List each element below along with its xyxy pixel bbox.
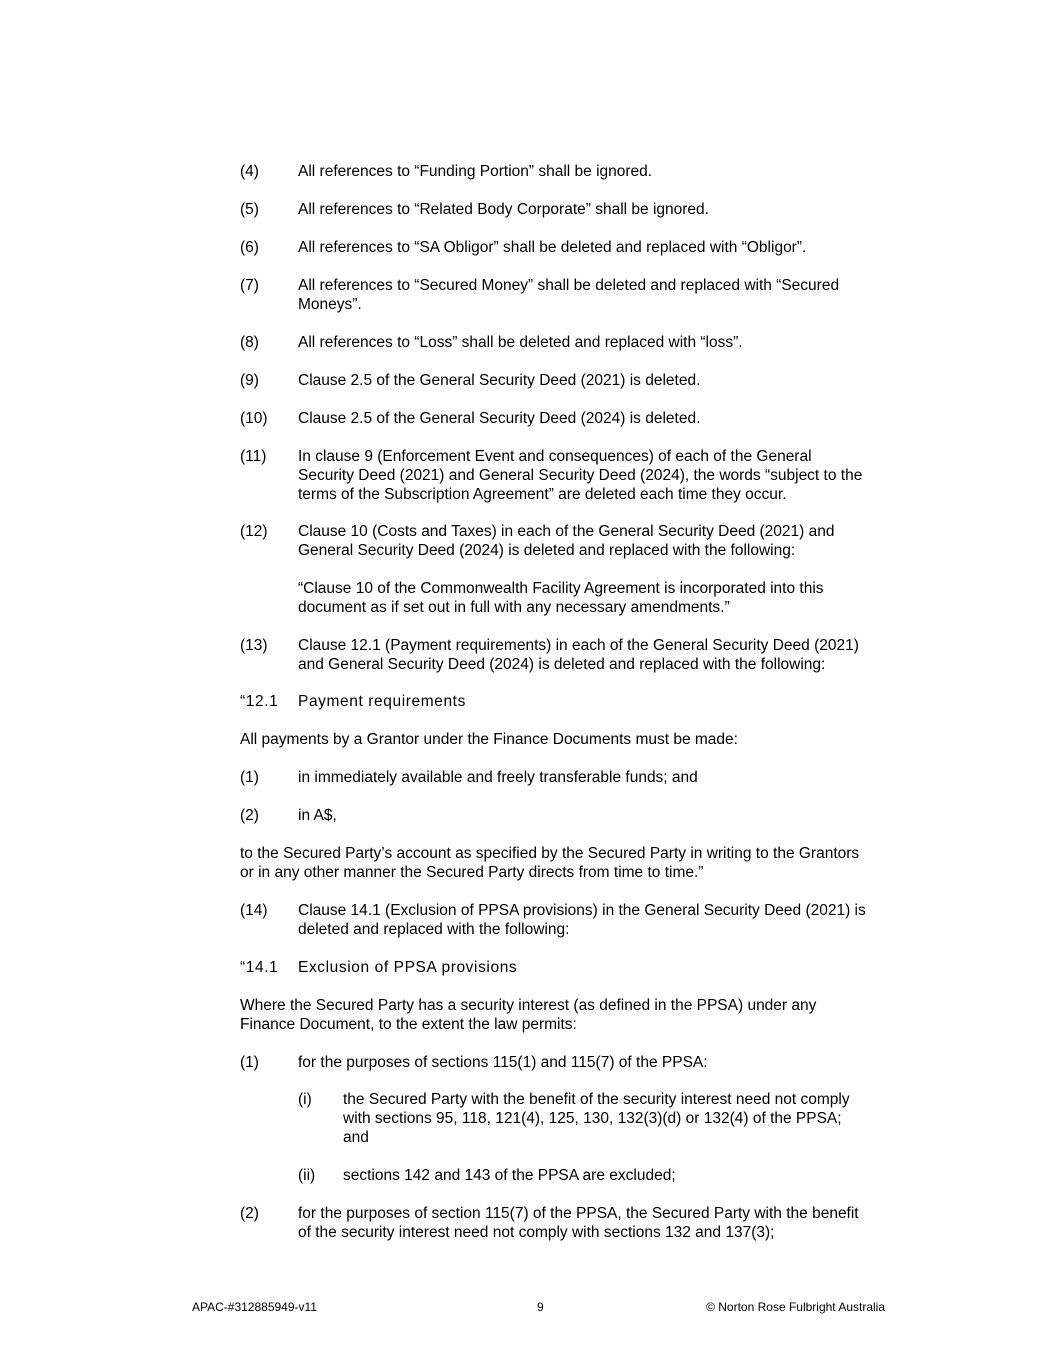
subitem-number: (1) bbox=[240, 1054, 259, 1071]
roman-text: and bbox=[343, 1129, 369, 1146]
quoted-text: document as if set out in full with any necessary amendments.” bbox=[298, 599, 730, 616]
subitem-number: (1) bbox=[240, 769, 259, 786]
subitem-text: in immediately available and freely transferable funds; and bbox=[298, 769, 698, 786]
item-number: (7) bbox=[240, 277, 259, 294]
item-text: and General Security Deed (2024) is deleted and replaced with the following: bbox=[298, 656, 826, 673]
roman-number: (i) bbox=[298, 1091, 312, 1108]
item-text: Moneys”. bbox=[298, 296, 362, 313]
roman-number: (ii) bbox=[298, 1167, 316, 1184]
subitem-text: in A$, bbox=[298, 807, 337, 824]
item-number: (12) bbox=[240, 523, 268, 540]
item-text: Clause 12.1 (Payment requirements) in each of the General Security Deed (2021) bbox=[298, 637, 859, 654]
item-number: (9) bbox=[240, 372, 259, 389]
subitem-number: (2) bbox=[240, 807, 259, 824]
item-text: All references to “Related Body Corporate” shall be ignored. bbox=[298, 201, 709, 218]
item-text: General Security Deed (2024) is deleted and replaced with the following: bbox=[298, 542, 796, 559]
footer-copyright: © Norton Rose Fulbright Australia bbox=[706, 1300, 885, 1314]
clause-heading: Payment requirements bbox=[298, 693, 466, 710]
footer-page-number: 9 bbox=[537, 1300, 544, 1314]
clause-intro: All payments by a Grantor under the Finance Documents must be made: bbox=[240, 731, 738, 748]
clause-closing: or in any other manner the Secured Party directs from time to time.” bbox=[240, 864, 704, 881]
item-text: Security Deed (2021) and General Security Deed (2024), the words “subject to the bbox=[298, 467, 863, 484]
item-number: (8) bbox=[240, 334, 259, 351]
item-number: (6) bbox=[240, 239, 259, 256]
item-text: Clause 10 (Costs and Taxes) in each of the General Security Deed (2021) and bbox=[298, 523, 835, 540]
item-text: All references to “Loss” shall be deleted and replaced with “loss”. bbox=[298, 334, 743, 351]
clause-intro: Where the Secured Party has a security interest (as defined in the PPSA) under any bbox=[240, 997, 817, 1014]
item-text: Clause 14.1 (Exclusion of PPSA provisions) in the General Security Deed (2021) is bbox=[298, 902, 866, 919]
subitem-number: (2) bbox=[240, 1205, 259, 1222]
clause-number: “12.1 bbox=[240, 693, 279, 710]
subitem-text: for the purposes of sections 115(1) and 115(7) of the PPSA: bbox=[298, 1054, 708, 1071]
clause-intro: Finance Document, to the extent the law permits: bbox=[240, 1016, 577, 1033]
item-number: (5) bbox=[240, 201, 259, 218]
item-number: (14) bbox=[240, 902, 268, 919]
item-text: All references to “Secured Money” shall be deleted and replaced with “Secured bbox=[298, 277, 840, 294]
clause-number: “14.1 bbox=[240, 959, 279, 976]
subitem-text: for the purposes of section 115(7) of the PPSA, the Secured Party with the benefit bbox=[298, 1205, 859, 1222]
item-text: deleted and replaced with the following: bbox=[298, 921, 570, 938]
item-text: Clause 2.5 of the General Security Deed (2024) is deleted. bbox=[298, 410, 701, 427]
item-number: (4) bbox=[240, 163, 259, 180]
subitem-text: of the security interest need not comply with sections 132 and 137(3); bbox=[298, 1224, 775, 1241]
item-text: Clause 2.5 of the General Security Deed (2021) is deleted. bbox=[298, 372, 701, 389]
quoted-text: “Clause 10 of the Commonwealth Facility Agreement is incorporated into this bbox=[298, 580, 824, 597]
footer-doc-id: APAC-#312885949-v11 bbox=[192, 1300, 317, 1314]
item-number: (11) bbox=[240, 448, 267, 465]
item-text: All references to “Funding Portion” shall be ignored. bbox=[298, 163, 653, 180]
roman-text: with sections 95, 118, 121(4), 125, 130, 132(3)(d) or 132(4) of the PPSA; bbox=[343, 1110, 842, 1127]
item-text: In clause 9 (Enforcement Event and consequences) of each of the General bbox=[298, 448, 812, 465]
roman-text: sections 142 and 143 of the PPSA are excluded; bbox=[343, 1167, 676, 1184]
item-number: (13) bbox=[240, 637, 268, 654]
roman-text: the Secured Party with the benefit of the security interest need not comply bbox=[343, 1091, 850, 1108]
item-number: (10) bbox=[240, 410, 268, 427]
clause-closing: to the Secured Party’s account as specified by the Secured Party in writing to the Grantors bbox=[240, 845, 860, 862]
clause-heading: Exclusion of PPSA provisions bbox=[298, 959, 518, 976]
item-text: All references to “SA Obligor” shall be deleted and replaced with “Obligor”. bbox=[298, 239, 807, 256]
item-text: terms of the Subscription Agreement” are deleted each time they occur. bbox=[298, 486, 787, 503]
